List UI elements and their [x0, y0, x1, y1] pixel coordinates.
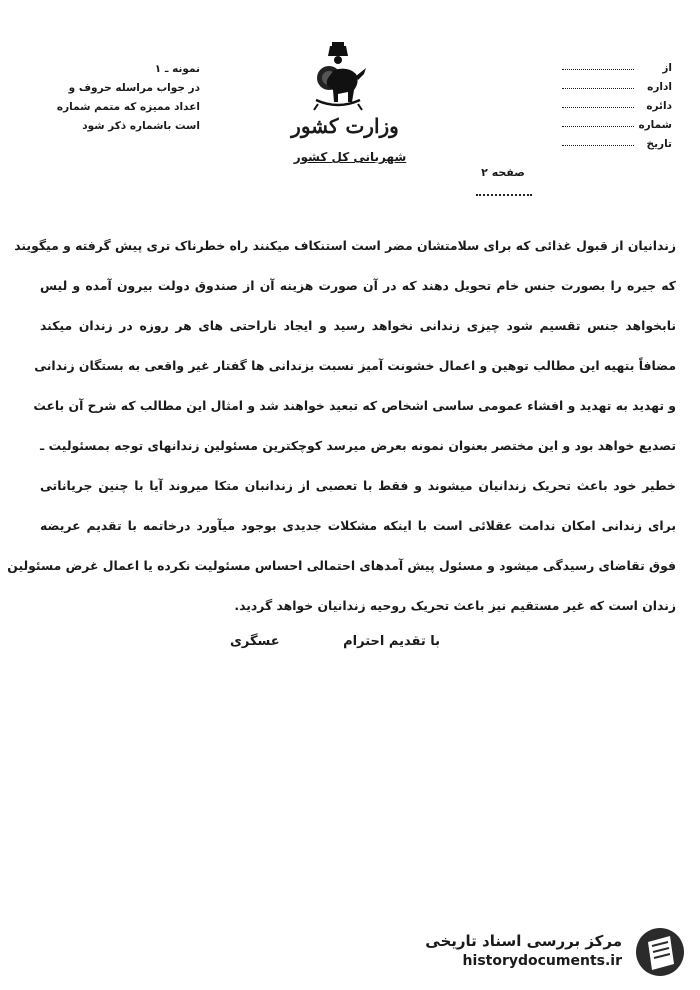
field-department: [560, 74, 672, 93]
field-from: [560, 55, 672, 74]
dotted-line: [562, 126, 634, 127]
field-number: [560, 112, 672, 131]
office-title: شهربانی کل کشور: [293, 150, 407, 164]
page-number: صفحه ۲: [481, 166, 525, 179]
closing-text: با تقدیم احترام: [343, 634, 440, 649]
dotted-line: [562, 107, 634, 108]
body-line: نابخواهد جنس تقسیم شود چیزی زندانی نخواهد رسید و ایجاد ناراحتی های هر روزه در زندان میکند: [40, 318, 676, 333]
field-label: شماره: [638, 119, 672, 131]
watermark-url: historydocuments.ir: [462, 953, 622, 969]
body-line: که جیره را بصورت جنس خام تحویل دهند که در آن صورت هزینه آن از صندوق دولت بیرون آمده و لیس: [40, 278, 676, 293]
letterhead-fields: [560, 55, 672, 150]
field-division: [560, 93, 672, 112]
body-line: تصدیع خواهد بود و این مختصر بعنوان نمونه بعرض میرسد کوچکترین مسئولین زندانهای توجه بمسئولیت ـ: [40, 438, 676, 453]
body-line: خطیر خود باعث تحریک زندانیان میشوند و فقط با تعصبی از زندانبان متکا میروند آیا با چنین جریاناتی: [40, 478, 676, 493]
dotted-line: [562, 69, 634, 70]
watermark-title: مرکز بررسی اسناد تاریخی: [425, 932, 622, 950]
field-date: [560, 131, 672, 150]
watermark: [410, 922, 692, 980]
body-line: زندانیان از قبول غذائی که برای سلامتشان مضر است استنکاف میکنند راه خطرناک تری پیش گرفته و میگویند: [14, 238, 676, 253]
body-line: زندان است که غیر مستقیم نیز باعث تحریک روحیه زندانیان خواهد گردید.: [234, 598, 676, 613]
signature-name: عسگری: [230, 634, 280, 649]
reply-instruction-note: [30, 60, 200, 136]
page-number-underline: [476, 194, 532, 196]
note-line: است باشماره ذکر شود: [82, 120, 200, 132]
body-line: و تهدید به تهدید و افشاء عمومی ساسی اشخاص که تبعید خواهند شد و امثال این مطالب که شرح آن باعث: [33, 398, 676, 413]
field-label: اداره: [647, 81, 672, 93]
letter-body: [7, 226, 676, 626]
dotted-line: [562, 88, 634, 89]
body-line: فوق تقاضای رسیدگی میشود و مسئول پیش آمدهای احتمالی احساس مسئولیت نکرده یا اعمال غرض مسئولین: [7, 558, 676, 573]
ministry-title: وزارت کشور: [291, 114, 399, 138]
body-line: برای زندانی امکان ندامت عقلائی است با اینکه مشکلات جدیدی بوجود میآورد درخاتمه با تقدیم عریضه: [40, 518, 676, 533]
body-line: مضافاً بتهیه این مطالب توهین و اعمال خشونت آمیز نسبت بزندانی ها گفتار غیر واقعی به بستگان زندانی: [34, 358, 676, 373]
lion-and-sun-emblem: [308, 40, 368, 112]
field-label: تاریخ: [646, 138, 672, 150]
note-line: در جواب مراسله حروف و: [68, 82, 200, 94]
field-label: دائره: [646, 100, 672, 112]
closing: [230, 634, 440, 649]
note-line: اعداد ممیزه که متمم شماره: [56, 101, 200, 113]
dotted-line: [562, 145, 634, 146]
field-label: از: [662, 62, 672, 74]
note-line: نمونه ـ ۱: [154, 63, 200, 75]
archive-logo-icon: [634, 926, 686, 978]
